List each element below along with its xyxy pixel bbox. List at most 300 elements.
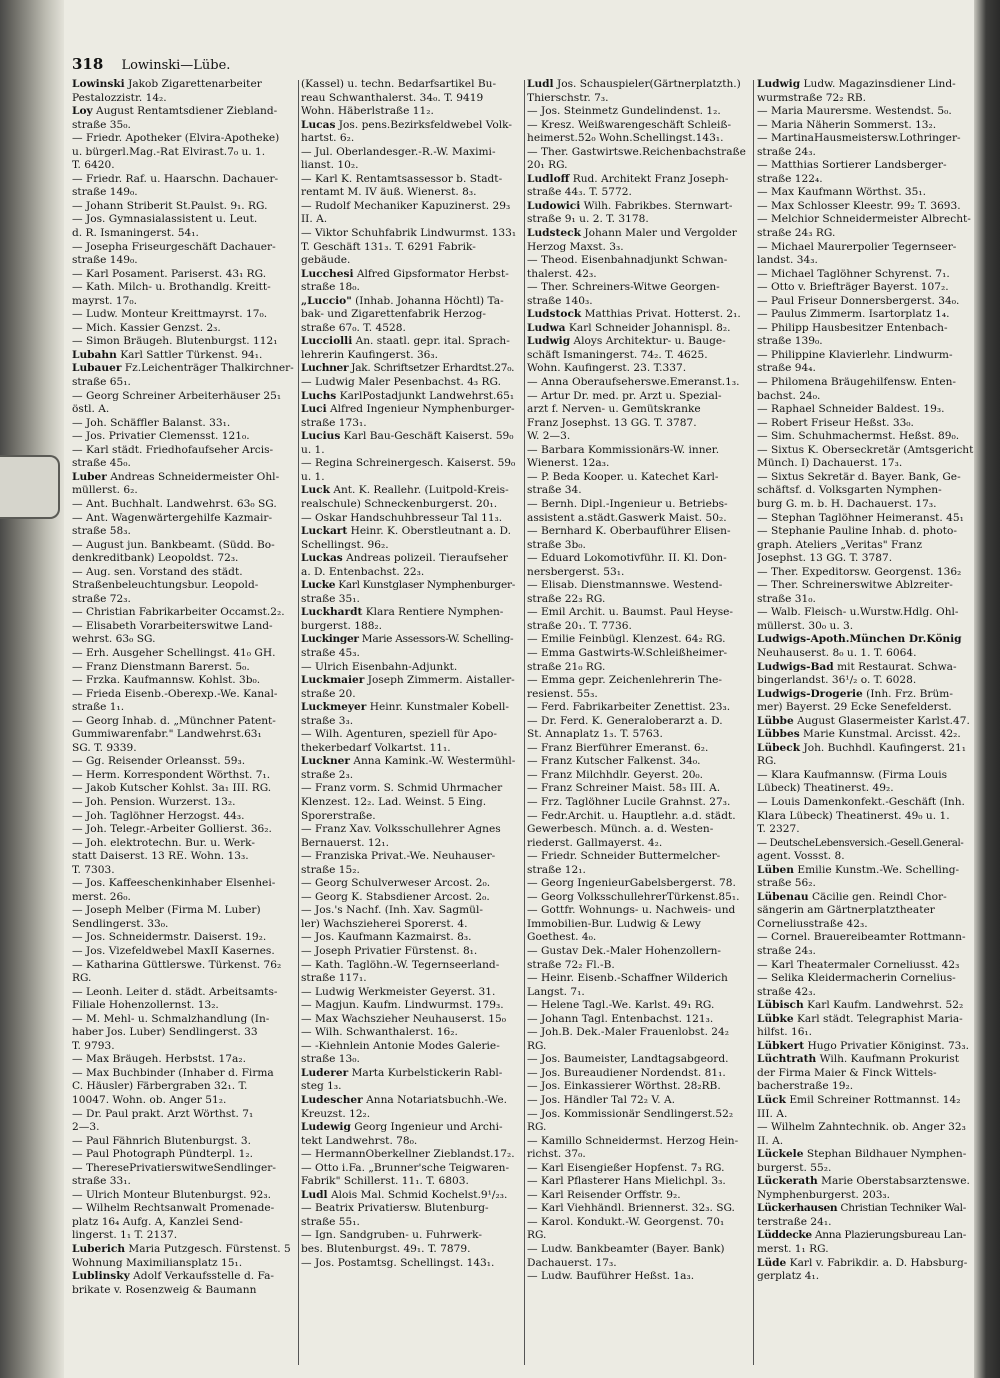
entry-text: burg G. m. b. H. Dachauerst. 17₃. (757, 497, 937, 510)
directory-entry-line (527, 1108, 749, 1122)
entry-text: — Max Buchbinder (Inhaber d. Firma (72, 1066, 274, 1079)
directory-entry-line (757, 1162, 975, 1176)
entry-text: Nymphenburgerst. 203₃. (757, 1188, 891, 1201)
entry-text: — DeutscheLebensversich.-Gesell.General- (757, 837, 964, 849)
entry-surname: Lückerath (757, 1175, 818, 1188)
directory-entry-line (527, 1148, 749, 1162)
directory-entry-line (757, 268, 975, 282)
directory-entry-line (72, 1026, 294, 1040)
directory-entry-line (757, 606, 975, 620)
directory-entry-line (757, 1189, 975, 1203)
directory-entry (301, 579, 521, 593)
entry-text: Hugo Privatier Königinst. 73₃. (804, 1039, 970, 1052)
entry-text: u. 1. (301, 443, 325, 456)
entry-text: — Dr. Ferd. K. Generaloberarzt a. D. (527, 714, 723, 727)
entry-text: — Beatrix Privatiersw. Blutenburg- (301, 1202, 489, 1215)
entry-text: — Ludwig Maler Pesenbachst. 4₃ RG. (301, 376, 501, 389)
entry-surname: Luberich (72, 1243, 126, 1256)
directory-entry-line (527, 186, 749, 200)
entry-text: — Viktor Schuhfabrik Lindwurmst. 133₁ (301, 227, 517, 240)
entry-text: straße 173₁. (301, 416, 367, 429)
entry-surname: Ludowici (527, 199, 581, 212)
entry-text: — Franz Bierführer Emeranst. 6₂. (527, 741, 709, 754)
directory-entry-line (301, 1216, 521, 1230)
entry-text: II. A. (301, 213, 328, 226)
entry-text: — Matthias Sortierer Landsberger- (757, 159, 947, 172)
directory-entry-line (757, 390, 975, 404)
entry-text: (Kassel) u. techn. Bedarfsartikel Bu- (301, 78, 497, 90)
entry-text: der Firma Maier & Finck Wittels- (757, 1066, 937, 1079)
directory-entry (301, 755, 521, 769)
entry-text: — Franz Dienstmann Barerst. 5₀. (72, 660, 250, 673)
entry-text: Wohnung Maximiliansplatz 15₁. (72, 1256, 243, 1269)
directory-entry-line (301, 742, 521, 756)
directory-entry-line (757, 972, 975, 986)
directory-entry-line (72, 417, 294, 431)
entry-text: Wienerst. 12a₃. (527, 457, 610, 470)
entry-text: lingerst. 1₁ T. 2137. (72, 1229, 178, 1242)
entry-text: Wilh. Kaufmann Prokurist (816, 1053, 959, 1066)
directory-entry-line (301, 376, 521, 390)
directory-entry-line (72, 1162, 294, 1176)
directory-entry-line (757, 119, 975, 133)
directory-entry-line (72, 972, 294, 986)
entry-text: T. Geschäft 131₃. T. 6291 Fabrik- (301, 240, 476, 253)
entry-text: platz 16₄ Aufg. A, Kanzlei Send- (72, 1215, 243, 1228)
directory-entry-line (527, 755, 749, 769)
entry-surname: Lublinsky (72, 1270, 130, 1283)
directory-entry (301, 403, 521, 417)
directory-entry-line (72, 647, 294, 661)
entry-text: II. A. (757, 1134, 784, 1147)
directory-entry-line (72, 1189, 294, 1203)
directory-entry-line (757, 1121, 975, 1135)
directory-entry-line (301, 159, 521, 173)
directory-entry (757, 999, 975, 1013)
directory-entry-line (527, 295, 749, 309)
directory-entry-line (527, 891, 749, 905)
entry-text: straße 122₄. (757, 172, 823, 185)
directory-entry-line (757, 200, 975, 214)
entry-text: — Jos. Baumeister, Landtagsabgeord. (527, 1053, 729, 1066)
entry-text: burgerst. 188₂. (301, 619, 383, 632)
entry-text: Adolf Verkaufsstelle d. Fa- (129, 1270, 274, 1283)
directory-entry-line (527, 661, 749, 675)
directory-entry (301, 701, 521, 715)
entry-text: — Kath. Milch- u. Brothandlg. Kreitt- (72, 281, 271, 294)
directory-entry-line (757, 552, 975, 566)
directory-entry (301, 606, 521, 620)
entry-text: richst. 37₀. (527, 1148, 586, 1161)
entry-text: — Maria Maurersme. Westendst. 5₀. (757, 105, 952, 118)
entry-text: — Gustav Dek.-Maler Hohenzollern- (527, 945, 721, 957)
entry-text: Corneliusstraße 42₃. (757, 917, 868, 930)
entry-text: — Max Schlosser Kleestr. 99₂ T. 3693. (757, 199, 961, 212)
entry-text: Klenzest. 12₂. Lad. Weinst. 5 Eing. (301, 795, 487, 808)
entry-text: — Jos. Kommissionär Sendlingerst.52₂ (527, 1107, 734, 1120)
directory-entry-line (72, 986, 294, 1000)
directory-entry-line (301, 349, 521, 363)
directory-entry-line (72, 281, 294, 295)
entry-text: hartst. 6₂. (301, 132, 355, 145)
directory-column-4 (757, 78, 975, 1368)
entry-text: August Glasermeister Karlst.47. (793, 714, 970, 727)
entry-text: Joseph Zimmerm. Aistaller- (364, 674, 515, 687)
entry-text: bes. Blutenburgst. 49₁. T. 7879. (301, 1243, 471, 1256)
entry-text: straße 55₁. (301, 1215, 360, 1228)
directory-entry-line (72, 999, 294, 1013)
directory-column-1 (72, 78, 294, 1368)
entry-text: — Wilhelm Zahntechnik. ob. Anger 32₃ (757, 1121, 966, 1134)
entry-text: agent. Vossst. 8. (757, 850, 845, 863)
directory-entry-line (72, 552, 294, 566)
entry-text: — Franz Schreiner Maist. 58₃ III. A. (527, 782, 721, 795)
entry-surname: Luci (301, 403, 327, 416)
directory-entry-line (301, 864, 521, 878)
directory-entry-line (527, 362, 749, 376)
entry-text: — TheresePrivatierswitweSendlinger- (72, 1161, 276, 1174)
entry-text: RG. (527, 1121, 547, 1134)
directory-entry-line (301, 186, 521, 200)
entry-text: Klara Rentiere Nymphen- (362, 606, 504, 619)
directory-entry-line (757, 959, 975, 973)
directory-entry-line (757, 918, 975, 932)
directory-entry-line (301, 918, 521, 932)
entry-text: Thierschstr. 7₃. (527, 91, 609, 104)
entry-text: — Bernhard K. Oberbauführer Elisen- (527, 525, 731, 538)
directory-entry-line (301, 620, 521, 634)
directory-entry (301, 268, 521, 282)
directory-entry-line (301, 457, 521, 471)
entry-text: — Frzka. Kaufmannsw. Kohlst. 3b₀. (72, 674, 261, 687)
directory-entry-line (757, 1135, 975, 1149)
directory-entry-line (527, 715, 749, 729)
entry-text: — Ant. Buchhalt. Landwehrst. 63₀ SG. (72, 497, 277, 510)
entry-surname: Ludwig (527, 335, 571, 348)
directory-entry-line (527, 606, 749, 620)
directory-entry-line (527, 633, 749, 647)
entry-surname: Loy (72, 105, 93, 118)
directory-entry-line (72, 268, 294, 282)
directory-entry-line (72, 1175, 294, 1189)
directory-entry-line (757, 444, 975, 458)
directory-entry-line (72, 444, 294, 458)
directory-entry-line (301, 593, 521, 607)
entry-text: — Franz Milchhdlr. Geyerst. 20₀. (527, 768, 704, 781)
entry-surname: Ludwa (527, 321, 566, 334)
directory-entry-line (527, 728, 749, 742)
directory-entry (301, 430, 521, 444)
directory-entry (301, 1067, 521, 1081)
entry-text: Neuhauserst. 8₀ u. 1. T. 6064. (757, 646, 917, 659)
directory-entry-line (757, 593, 975, 607)
entry-text: — Wilh. Schwanthalerst. 16₂. (301, 1026, 458, 1039)
entry-text: — Eduard Lokomotivführ. II. Kl. Don- (527, 552, 727, 565)
entry-text: Alfred Gipsformator Herbst- (353, 267, 509, 280)
directory-entry-line (527, 972, 749, 986)
directory-entry-line (301, 146, 521, 160)
entry-text: — Jos. Steinmetz Gundelindenst. 1₂. (527, 105, 721, 118)
entry-text: T. 6420. (72, 159, 115, 172)
entry-text: Heinr. K. Oberstleutnant a. D. (347, 525, 512, 538)
entry-text: denkreditbank) Leopoldst. 72₃. (72, 552, 239, 565)
entry-text: — Jos. Kaufmann Kazmairst. 8₃. (301, 931, 472, 944)
entry-text: straße 18₀. (301, 281, 360, 294)
directory-entry-line (527, 1013, 749, 1027)
directory-entry-line (301, 715, 521, 729)
entry-surname: Luderer (301, 1066, 349, 1079)
entry-text: — Frz. Taglöhner Lucile Grahnst. 27₃. (527, 795, 731, 808)
directory-entry-line (72, 701, 294, 715)
entry-text: straße 94₄. (757, 362, 816, 375)
entry-surname: Ludsteck (527, 227, 581, 240)
directory-entry-line (72, 715, 294, 729)
entry-text: Emil Schreiner Rottmannst. 14₂ (785, 1094, 961, 1107)
directory-entry-line (527, 1040, 749, 1054)
directory-entry-line (301, 1013, 521, 1027)
directory-entry-line (301, 241, 521, 255)
column-divider (753, 80, 754, 1365)
entry-text: — Klara Kaufmannsw. (Firma Louis (757, 768, 948, 781)
directory-entry-line (301, 105, 521, 119)
entry-surname: Ludwig (757, 78, 801, 90)
directory-entry-line (527, 132, 749, 146)
directory-entry-line (72, 119, 294, 133)
directory-entry (527, 78, 749, 92)
directory-entry-line (527, 552, 749, 566)
directory-entry-line (757, 417, 975, 431)
directory-entry-line (757, 796, 975, 810)
entry-text: — Mich. Kassier Genzst. 2₃. (72, 321, 221, 334)
directory-entry-line (527, 579, 749, 593)
directory-entry-line (301, 959, 521, 973)
entry-text: — Max Kaufmann Wörthst. 35₁. (757, 186, 927, 199)
directory-entry-line (527, 1189, 749, 1203)
entry-text: RG. (527, 1229, 547, 1242)
entry-text: — Erh. Ausgeher Schellingst. 41₀ GH. (72, 646, 276, 659)
directory-entry-line (527, 1202, 749, 1216)
directory-entry-line (72, 1257, 294, 1271)
entry-text: wehrst. 63₀ SG. (72, 633, 156, 646)
directory-entry-line (757, 539, 975, 553)
entry-text: — Georg Schulverweser Arcost. 2₀. (301, 877, 491, 890)
entry-text: straße 149₀. (72, 254, 138, 267)
entry-text: — Elisab. Dienstmannswe. Westend- (527, 579, 723, 592)
entry-text: W. 2—3. (527, 430, 571, 443)
directory-entry-line (527, 1053, 749, 1067)
directory-entry-line (757, 512, 975, 526)
entry-text: — Jos. Bureaudiener Nordendst. 81₁. (527, 1066, 726, 1079)
directory-entry-line (527, 1026, 749, 1040)
entry-text: Alois Mal. Schmid Kochelst.9¹/₂₃. (327, 1188, 508, 1201)
entry-text: d. R. Ismaningerst. 54₁. (72, 227, 199, 240)
entry-surname: Luck (301, 484, 330, 497)
directory-entry-line (527, 566, 749, 580)
entry-text: straße 31₀. (757, 592, 816, 605)
entry-text: — Joseph Melber (Firma M. Luber) (72, 904, 261, 917)
directory-entry-line (527, 593, 749, 607)
entry-text: Andreas Schneidermeister Ohl- (106, 470, 280, 483)
book-binding (0, 0, 64, 1378)
entry-text: straße 24₃ RG. (757, 227, 836, 240)
directory-entry-line (301, 661, 521, 675)
entry-surname: Lucchesi (301, 267, 354, 280)
directory-entry-line (527, 254, 749, 268)
directory-entry-line (527, 457, 749, 471)
entry-text: St. Annaplatz 1₃. T. 5763. (527, 728, 663, 741)
entry-text: straße 1₁. (72, 701, 125, 714)
directory-entry-line (757, 173, 975, 187)
entry-text: — Karl Eisengießer Hopfenst. 7₃ RG. (527, 1161, 725, 1174)
entry-text: — Frieda Eisenb.-Oberexp.-We. Kanal- (72, 687, 278, 700)
entry-text: Jos. Schauspieler(Gärtnerplatzth.) (553, 78, 741, 90)
entry-text: straße 42₃. (757, 985, 816, 998)
directory-entry-line (757, 362, 975, 376)
directory-entry-line (72, 837, 294, 851)
entry-text: straße 20. (301, 687, 356, 700)
directory-entry (757, 1013, 975, 1027)
entry-surname: Lüddecke (757, 1229, 812, 1242)
entry-text: Kreuzst. 12₂. (301, 1107, 371, 1120)
directory-entry-line (301, 1257, 521, 1271)
directory-entry-line (301, 945, 521, 959)
directory-entry-line (72, 796, 294, 810)
directory-entry-line (301, 1162, 521, 1176)
directory-entry-line (527, 92, 749, 106)
directory-entry-line (527, 701, 749, 715)
directory-entry (757, 1094, 975, 1108)
entry-text: Münch. I) Dachauerst. 17₃. (757, 457, 903, 470)
directory-entry-line (72, 227, 294, 241)
entry-text: Emilie Kunstm.-We. Schelling- (794, 863, 960, 876)
entry-text: straße 21₀ RG. (527, 660, 606, 673)
entry-text: — Philippine Klavierlehr. Lindwurm- (757, 348, 953, 361)
entry-text: — MartinaHausmeistersw.Lothringer- (757, 132, 961, 145)
directory-entry-line (757, 457, 975, 471)
directory-entry-line (757, 782, 975, 796)
directory-entry-line (527, 390, 749, 404)
directory-entry-line (301, 308, 521, 322)
directory-entry-line (72, 810, 294, 824)
entry-surname: Luber (72, 470, 107, 483)
entry-text: — Robert Friseur Heßst. 33₀. (757, 416, 914, 429)
entry-surname: Ludewig (301, 1121, 351, 1134)
entry-text: straße 67₀. T. 4528. (301, 321, 406, 334)
entry-text: schäft Ismaningerst. 74₂. T. 4625. (527, 348, 708, 361)
entry-text: straße 65₁. (72, 376, 131, 389)
entry-text: straße 20₁. T. 7736. (527, 619, 632, 632)
entry-surname: „Luccio" (301, 294, 352, 307)
directory-entry-line (527, 904, 749, 918)
entry-text: — Helene Tagl.-We. Karlst. 49₁ RG. (527, 999, 715, 1012)
directory-entry-line (757, 755, 975, 769)
directory-entry-line (757, 254, 975, 268)
entry-text: Matthias Privat. Hotterst. 2₁. (581, 308, 741, 321)
directory-entry (757, 1229, 975, 1243)
directory-entry-line (301, 728, 521, 742)
entry-text: — Joh. Pension. Wurzerst. 13₂. (72, 795, 236, 808)
directory-entry-line (301, 1175, 521, 1189)
entry-text: — Max Bräugeh. Herbstst. 17a₂. (72, 1053, 246, 1066)
entry-text: straße 117₁. (301, 972, 367, 985)
entry-text: 20₁ RG. (527, 159, 568, 172)
entry-text: — Ludw. Bauführer Heßst. 1a₃. (527, 1270, 695, 1283)
entry-text: Andreas polizeil. Tieraufseher (342, 552, 508, 565)
entry-text: merst. 26₀. (72, 890, 131, 903)
directory-entry-line (757, 566, 975, 580)
entry-text: haber Jos. Luber) Sendlingerst. 33 (72, 1026, 258, 1039)
directory-entry-line (301, 1026, 521, 1040)
directory-entry-line (72, 159, 294, 173)
entry-surname: Lück (757, 1094, 786, 1107)
entry-text: ler) Wachszieherei Sporerst. 4. (301, 917, 468, 930)
entry-text: steg 1₃. (301, 1080, 342, 1093)
directory-entry-line (527, 796, 749, 810)
entry-text: — Jos. Postamtsg. Schellingst. 143₁. (301, 1256, 495, 1269)
entry-text: Karl Sattler Türkenst. 94₁. (116, 348, 263, 361)
directory-entry-line (72, 1284, 294, 1298)
directory-entry-line (301, 227, 521, 241)
entry-text: straße 35₀. (72, 118, 131, 131)
directory-entry-line (757, 674, 975, 688)
entry-text: straße 45₃. (301, 646, 360, 659)
entry-text: Wohn. Häberlstraße 11₂. (301, 105, 434, 118)
directory-entry-line (301, 417, 521, 431)
entry-text: schäftsf. d. Volksgarten Nymphen- (757, 484, 942, 497)
entry-text: Joh. Buchhdl. Kaufingerst. 21₁ (800, 741, 966, 754)
entry-text: landst. 34₃. (757, 254, 818, 267)
entry-text: — Karl Posament. Pariserst. 43₁ RG. (72, 267, 267, 280)
directory-entry-line (301, 132, 521, 146)
entry-text: — Max Wachszieher Neuhauserst. 15₀ (301, 1012, 506, 1025)
directory-entry (527, 227, 749, 241)
entry-text: Wilh. Fabrikbes. Sternwart- (580, 199, 733, 212)
entry-text: — Karl Pflasterer Hans Mielichpl. 3₃. (527, 1175, 726, 1188)
entry-text: Sendlingerst. 33₀. (72, 917, 169, 930)
entry-text: — Katharina Güttlerswe. Türkenst. 76₂ (72, 958, 282, 971)
directory-entry-line (72, 755, 294, 769)
entry-text: straße 13₀. (301, 1053, 360, 1066)
directory-entry-line (72, 173, 294, 187)
entry-surname: Ludescher (301, 1094, 363, 1107)
entry-text: Ludw. Magazinsdiener Lind- (800, 78, 956, 90)
directory-entry-line (527, 471, 749, 485)
directory-entry-line (527, 1135, 749, 1149)
directory-entry-line (72, 864, 294, 878)
entry-text: Karl Kaufm. Landwehrst. 52₂ (803, 999, 964, 1012)
entry-text: terstraße 24₁. (757, 1215, 832, 1228)
directory-entry-line (72, 1080, 294, 1094)
entry-surname: Luckmaier (301, 674, 365, 687)
directory-entry-line (72, 512, 294, 526)
directory-entry-line (757, 498, 975, 512)
directory-entry (757, 891, 975, 905)
entry-text: Sporerstraße. (301, 809, 376, 822)
entry-text: — Gottfr. Wohnungs- u. Nachweis- und (527, 904, 736, 917)
directory-entry-line (301, 1080, 521, 1094)
directory-entry-line (72, 891, 294, 905)
entry-text: Christian Techniker Wal- (837, 1202, 967, 1215)
directory-entry-line (301, 931, 521, 945)
running-title: Lowinski—Lübe. (121, 58, 231, 73)
directory-entry-line (757, 1108, 975, 1122)
directory-entry-line (72, 92, 294, 106)
entry-text: — Paul Fähnrich Blutenburgst. 3. (72, 1134, 252, 1147)
entry-text: Anna Kamink.-W. Westermühl- (349, 755, 516, 768)
directory-entry-line (527, 1243, 749, 1257)
directory-entry (72, 1243, 294, 1257)
entry-surname: Luckinger (301, 633, 359, 646)
